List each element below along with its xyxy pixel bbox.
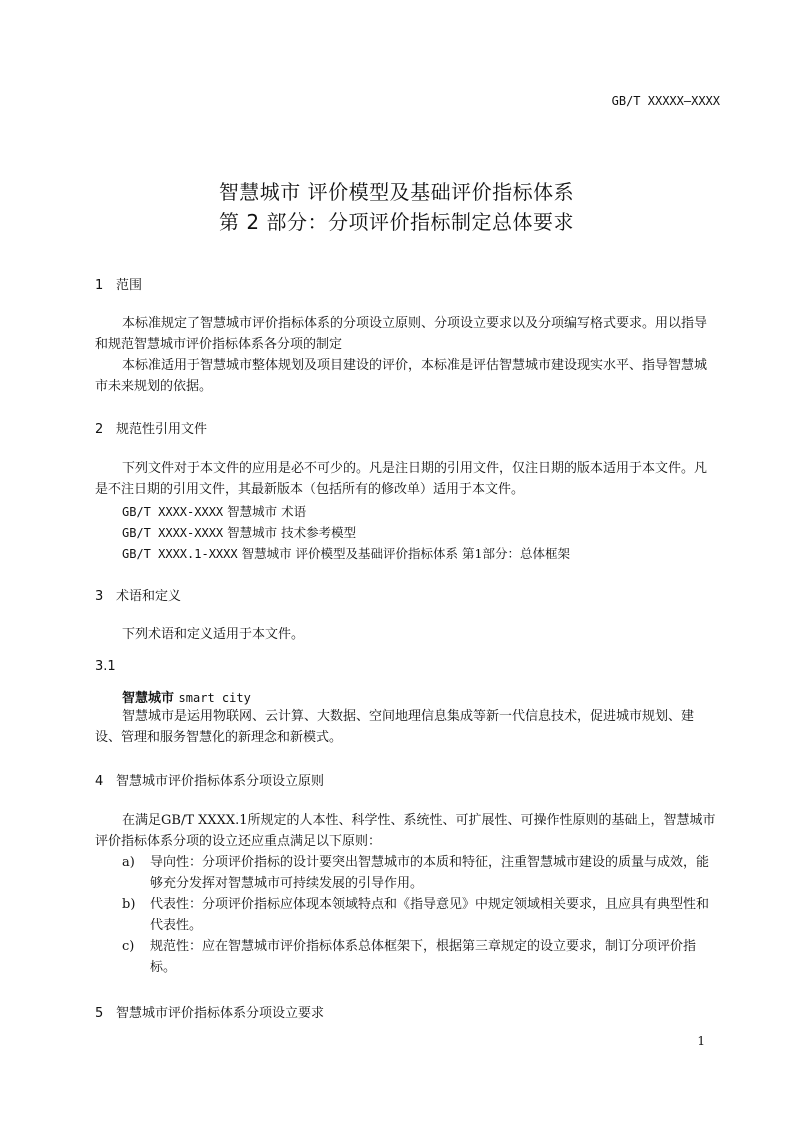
term-english: smart city bbox=[178, 691, 251, 705]
list-item bbox=[122, 852, 717, 894]
term-entry bbox=[122, 687, 251, 706]
section-title: 智慧城市评价指标体系分项设立原则 bbox=[116, 774, 325, 789]
list-item bbox=[122, 894, 717, 936]
section-number: 1 bbox=[95, 278, 104, 293]
section-title: 规范性引用文件 bbox=[116, 422, 208, 437]
document-title-line-1: 智慧城市 评价模型及基础评价指标体系 bbox=[218, 180, 575, 204]
section-1-heading bbox=[95, 274, 142, 293]
section-number: 5 bbox=[95, 1006, 104, 1021]
reference-code: GB/T XXXX-XXXX bbox=[122, 526, 224, 540]
reference-name: 智慧城市 技术参考模型 bbox=[227, 525, 357, 540]
list-item-text: 导向性：分项评价指标的设计要突出智慧城市的本质和特征，注重智慧城市建设的质量与成效，能够充分发挥对智慧城市可持续发展的引导作用。 bbox=[150, 855, 710, 891]
section-title: 智慧城市评价指标体系分项设立要求 bbox=[116, 1006, 325, 1021]
section-title: 范围 bbox=[116, 278, 143, 293]
page-number: 1 bbox=[697, 1034, 705, 1048]
term-definition: 智慧城市是运用物联网、云计算、大数据、空间地理信息集成等新一代信息技术，促进城市规划、建设、管理和服务智慧化的新理念和新模式。 bbox=[95, 709, 695, 745]
document-title-line-2: 第 2 部分：分项评价指标制定总体要求 bbox=[219, 210, 574, 234]
reference-code: GB/T XXXX.1-XXXX bbox=[122, 547, 238, 561]
reference-name: 智慧城市 评价模型及基础评价指标体系 第1部分：总体框架 bbox=[241, 546, 570, 561]
section-1-paragraph-1: 本标准规定了智慧城市评价指标体系的分项设立原则、分项设立要求以及分项编写格式要求。用以指导和规范智慧城市评价指标体系各分项的制定 bbox=[95, 316, 708, 352]
reference-code: GB/T XXXX-XXXX bbox=[122, 505, 224, 519]
section-3-heading bbox=[95, 585, 181, 604]
subsection-number: 3.1 bbox=[95, 659, 116, 674]
list-item bbox=[122, 936, 717, 978]
section-2-heading bbox=[95, 418, 207, 437]
list-item-label: b) bbox=[122, 897, 136, 912]
section-2-paragraph-1: 下列文件对于本文件的应用是必不可少的。凡是注日期的引用文件，仅注日期的版本适用于本文件。凡是不注日期的引用文件，其最新版本（包括所有的修改单）适用于本文件。 bbox=[95, 461, 708, 497]
normative-reference bbox=[122, 523, 356, 541]
section-number: 3 bbox=[95, 589, 104, 604]
document-code-header: GB/T XXXXX—XXXX bbox=[611, 94, 720, 108]
section-1-paragraph-2: 本标准适用于智慧城市整体规划及项目建设的评价，本标准是评估智慧城市建设现实水平、指导智慧城市未来规划的依据。 bbox=[95, 358, 708, 394]
list-item-label: a) bbox=[122, 855, 135, 870]
section-4-heading bbox=[95, 770, 324, 789]
normative-reference bbox=[122, 544, 570, 562]
normative-reference bbox=[122, 502, 306, 520]
list-item-label: c) bbox=[122, 939, 135, 954]
section-number: 2 bbox=[95, 422, 104, 437]
section-title: 术语和定义 bbox=[116, 589, 182, 604]
section-5-heading bbox=[95, 1002, 324, 1021]
list-item-text: 代表性：分项评价指标应体现本领域特点和《指导意见》中规定领域相关要求，且应具有典型性和代表性。 bbox=[150, 897, 710, 933]
term-chinese: 智慧城市 bbox=[122, 691, 175, 706]
section-4-paragraph-1: 在满足GB/T XXXX.1所规定的人本性、科学性、系统性、可扩展性、可操作性原则的基础上，智慧城市评价指标体系分项的设立还应重点满足以下原则： bbox=[95, 813, 716, 849]
section-number: 4 bbox=[95, 774, 104, 789]
list-item-text: 规范性：应在智慧城市评价指标体系总体框架下，根据第三章规定的设立要求，制订分项评价指标。 bbox=[150, 939, 697, 975]
section-3-paragraph-1: 下列术语和定义适用于本文件。 bbox=[122, 627, 305, 642]
reference-name: 智慧城市 术语 bbox=[227, 504, 307, 519]
